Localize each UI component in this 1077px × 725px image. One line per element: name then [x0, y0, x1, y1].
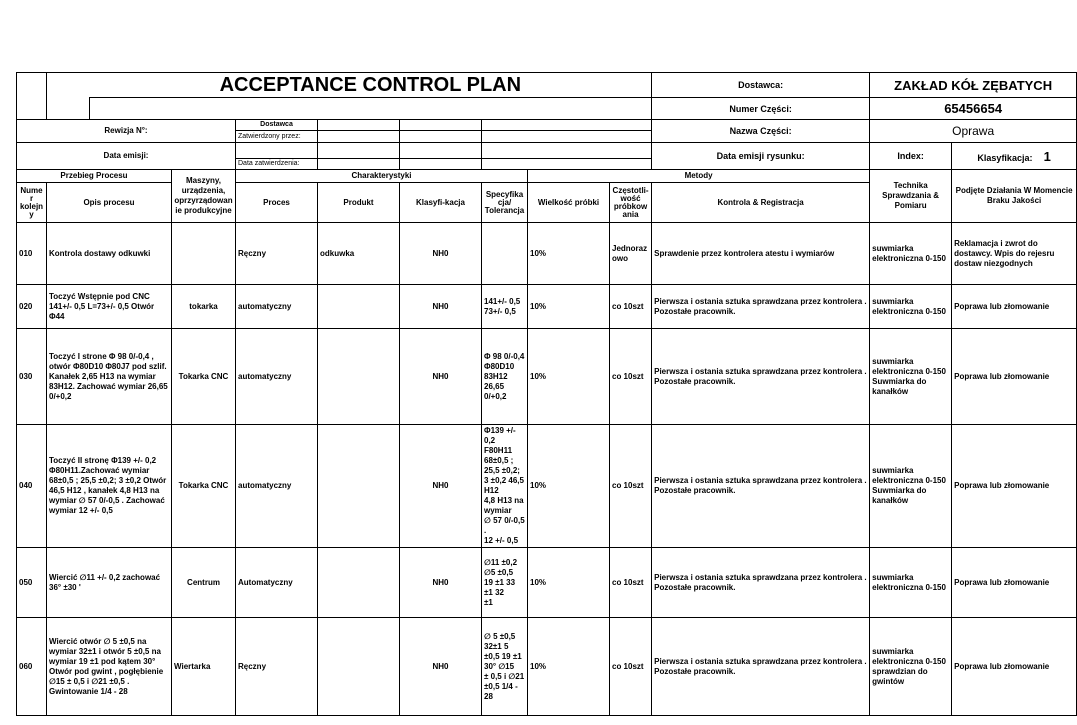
- blank-r5-a: [236, 143, 318, 159]
- cell-spec: ∅11 ±0,2 ∅5 ±0,5 19 ±1 33 ±1 32 ±1: [482, 548, 528, 618]
- control-plan-table: [16, 72, 1077, 716]
- page-title: ACCEPTANCE CONTROL PLAN: [90, 73, 652, 98]
- col-frequency: Częstotli- wość próbkowania: [610, 183, 652, 223]
- approved-by-label: Zatwierdzony przez:: [236, 131, 318, 143]
- cell-frequency: co 10szt: [610, 618, 652, 716]
- table-row: [17, 548, 1077, 618]
- group-characteristics: Charakterystyki: [236, 170, 528, 183]
- cell-frequency: co 10szt: [610, 285, 652, 329]
- cell-product: [318, 618, 400, 716]
- cell-number: 010: [17, 223, 47, 285]
- cell-process: Ręczny: [236, 618, 318, 716]
- table-row: [17, 223, 1077, 285]
- cell-machines: tokarka: [172, 285, 236, 329]
- cell-control: Pierwsza i ostania sztuka sprawdzana przez kontrolera . Pozostałe pracownik.: [652, 618, 870, 716]
- blank-r4-b: [400, 131, 482, 143]
- cell-description: Wiercić otwór ∅ 5 ±0,5 na wymiar 32±1 i otwór 5 ±0,5 na wymiar 19 ±1 pod kątem 30° Otwór pod gwint , pogłębienie ∅15 ± 0,5 i ∅21 ±0,5 . Gwintowanie 1/4 - 28: [47, 618, 172, 716]
- cell-spec: Φ139 +/- 0,2 F80H11 68±0,5 ; 25,5 ±0,2; 3 ±0,2 46,5 H12 4,8 H13 na wymiar ∅ 57 0/-0,5 . 12 +/- 0,5: [482, 425, 528, 548]
- cell-classification: NH0: [400, 425, 482, 548]
- col-action: Podjęte Działania W Momencie Braku Jakości: [952, 170, 1077, 223]
- cell-description: Toczyć I strone Φ 98 0/-0,4 , otwór Φ80D10 Φ80J7 pod szlif. Kanałek 2,65 H13 na wymiar 83H12. Zachować wymiar 26,65 0/+0,2: [47, 329, 172, 425]
- cell-classification: NH0: [400, 548, 482, 618]
- logo-box: [17, 73, 47, 120]
- classification-cell: [952, 143, 1077, 170]
- cell-technique: suwmiarka elektroniczna 0-150 Suwmiarka do kanałków: [870, 329, 952, 425]
- classification-value: 1: [1043, 148, 1051, 164]
- control-plan-sheet: [16, 72, 1073, 716]
- table-row: [17, 425, 1077, 548]
- cell-process: Automatyczny: [236, 548, 318, 618]
- cell-process: automatyczny: [236, 285, 318, 329]
- cell-sample: 10%: [528, 425, 610, 548]
- blank-r5-c: [400, 143, 482, 159]
- cell-sample: 10%: [528, 548, 610, 618]
- issue-date-label: Data emisji:: [17, 143, 236, 170]
- cell-classification: NH0: [400, 329, 482, 425]
- cell-control: Pierwsza i ostania sztuka sprawdzana przez kontrolera . Pozostałe pracownik.: [652, 548, 870, 618]
- cell-action: Poprawa lub złomowanie: [952, 329, 1077, 425]
- cell-description: Kontrola dostawy odkuwki: [47, 223, 172, 285]
- cell-action: Poprawa lub złomowanie: [952, 425, 1077, 548]
- cell-technique: suwmiarka elektroniczna 0-150: [870, 223, 952, 285]
- cell-sample: 10%: [528, 223, 610, 285]
- cell-classification: NH0: [400, 618, 482, 716]
- supplier-value: ZAKŁAD KÓŁ ZĘBATYCH: [870, 73, 1077, 98]
- cell-product: odkuwka: [318, 223, 400, 285]
- classification-label: Klasyfikacja:: [977, 152, 1033, 163]
- cell-spec: ∅ 5 ±0,5 32±1 5 ±0,5 19 ±1 30° ∅15 ± 0,5 i ∅21 ±0,5 1/4 - 28: [482, 618, 528, 716]
- col-process: Proces: [236, 183, 318, 223]
- cell-number: 040: [17, 425, 47, 548]
- cell-control: Pierwsza i ostania sztuka sprawdzana przez kontrolera . Pozostałe pracownik.: [652, 425, 870, 548]
- cell-frequency: co 10szt: [610, 329, 652, 425]
- blank-r3-b: [400, 120, 482, 131]
- col-sample-size: Wielkość próbki: [528, 183, 610, 223]
- cell-process: automatyczny: [236, 329, 318, 425]
- col-technique: Technika Sprawdzania & Pomiaru: [870, 170, 952, 223]
- cell-description: Wiercić ∅11 +/- 0,2 zachować 36° ±30 ': [47, 548, 172, 618]
- cell-spec: [482, 223, 528, 285]
- cell-sample: 10%: [528, 285, 610, 329]
- col-product: Produkt: [318, 183, 400, 223]
- cell-machines: [172, 223, 236, 285]
- table-row: [17, 618, 1077, 716]
- cell-technique: suwmiarka elektroniczna 0-150 Suwmiarka do kanałków: [870, 425, 952, 548]
- cell-sample: 10%: [528, 618, 610, 716]
- supplier-label: Dostawca:: [652, 73, 870, 98]
- cell-spec: 141+/- 0,5 73+/- 0,5: [482, 285, 528, 329]
- logo-box-2: [47, 73, 90, 120]
- table-row: [17, 285, 1077, 329]
- group-methods: Metody: [528, 170, 870, 183]
- cell-control: Pierwsza i ostania sztuka sprawdzana przez kontrolera . Pozostałe pracownik.: [652, 329, 870, 425]
- cell-control: Pierwsza i ostania sztuka sprawdzana przez kontrolera . Pozostałe pracownik.: [652, 285, 870, 329]
- cell-product: [318, 285, 400, 329]
- cell-control: Sprawdenie przez kontrolera atestu i wymiarów: [652, 223, 870, 285]
- cell-machines: Tokarka CNC: [172, 425, 236, 548]
- blank-r6-c: [482, 159, 652, 170]
- dostawca-col-label: Dostawca: [236, 120, 318, 131]
- cell-sample: 10%: [528, 329, 610, 425]
- cell-number: 050: [17, 548, 47, 618]
- col-control: Kontrola & Registracja: [652, 183, 870, 223]
- cell-machines: Tokarka CNC: [172, 329, 236, 425]
- cell-number: 020: [17, 285, 47, 329]
- blank-r5-d: [482, 143, 652, 159]
- cell-product: [318, 329, 400, 425]
- cell-action: Poprawa lub złomowanie: [952, 618, 1077, 716]
- cell-technique: suwmiarka elektroniczna 0-150: [870, 548, 952, 618]
- cell-technique: suwmiarka elektroniczna 0-150 sprawdzian do gwintów: [870, 618, 952, 716]
- col-machines: Maszyny, urządzenia, oprzyrządowanie produkcyjne: [172, 170, 236, 223]
- cell-description: Toczyć Wstępnie pod CNC 141+/- 0,5 L=73+/- 0,5 Otwór Φ44: [47, 285, 172, 329]
- part-number-value: 65456654: [870, 98, 1077, 120]
- cell-number: 030: [17, 329, 47, 425]
- drawing-date-label: Data emisji rysunku:: [652, 143, 870, 170]
- part-name-label: Nazwa Części:: [652, 120, 870, 143]
- col-description: Opis procesu: [47, 183, 172, 223]
- cell-action: Poprawa lub złomowanie: [952, 548, 1077, 618]
- cell-spec: Φ 98 0/-0,4 Φ80D10 83H12 26,65 0/+0,2: [482, 329, 528, 425]
- blank-r5-b: [318, 143, 400, 159]
- blank-r4-a: [318, 131, 400, 143]
- cell-number: 060: [17, 618, 47, 716]
- cell-machines: Centrum: [172, 548, 236, 618]
- col-classification: Klasyfi-kacja: [400, 183, 482, 223]
- revision-label: Rewizja N°:: [17, 120, 236, 143]
- part-name-value: Oprawa: [870, 120, 1077, 143]
- cell-classification: NH0: [400, 285, 482, 329]
- cell-process: automatyczny: [236, 425, 318, 548]
- cell-frequency: co 10szt: [610, 548, 652, 618]
- index-label: Index:: [870, 143, 952, 170]
- col-spec: Specyfikacja/ Tolerancja: [482, 183, 528, 223]
- cell-frequency: co 10szt: [610, 425, 652, 548]
- blank-r6-b: [400, 159, 482, 170]
- blank-r6-a: [318, 159, 400, 170]
- col-number: Numer kolejny: [17, 183, 47, 223]
- cell-technique: suwmiarka elektroniczna 0-150: [870, 285, 952, 329]
- cell-frequency: Jednorazowo: [610, 223, 652, 285]
- table-row: [17, 329, 1077, 425]
- part-number-label: Numer Części:: [652, 98, 870, 120]
- cell-process: Ręczny: [236, 223, 318, 285]
- cell-machines: Wiertarka: [172, 618, 236, 716]
- group-process-flow: Przebieg Procesu: [17, 170, 172, 183]
- approval-date-label: Data zatwierdzenia:: [236, 159, 318, 170]
- title-blank: [90, 98, 652, 120]
- blank-r3-a: [318, 120, 400, 131]
- blank-r4-c: [482, 131, 652, 143]
- cell-action: Poprawa lub złomowanie: [952, 285, 1077, 329]
- cell-product: [318, 548, 400, 618]
- blank-r3-c: [482, 120, 652, 131]
- cell-action: Reklamacja i zwrot do dostawcy. Wpis do rejesru dostaw niezgodnych: [952, 223, 1077, 285]
- cell-classification: NH0: [400, 223, 482, 285]
- cell-description: Toczyć II stronę Φ139 +/- 0,2 Φ80H11.Zachować wymiar 68±0,5 ; 25,5 ±0,2; 3 ±0,2 Otwór 46,5 H12 , kanałek 4,8 H13 na wymiar ∅ 57 0/-0,5 . Zachować wymiar 12 +/- 0,5: [47, 425, 172, 548]
- cell-product: [318, 425, 400, 548]
